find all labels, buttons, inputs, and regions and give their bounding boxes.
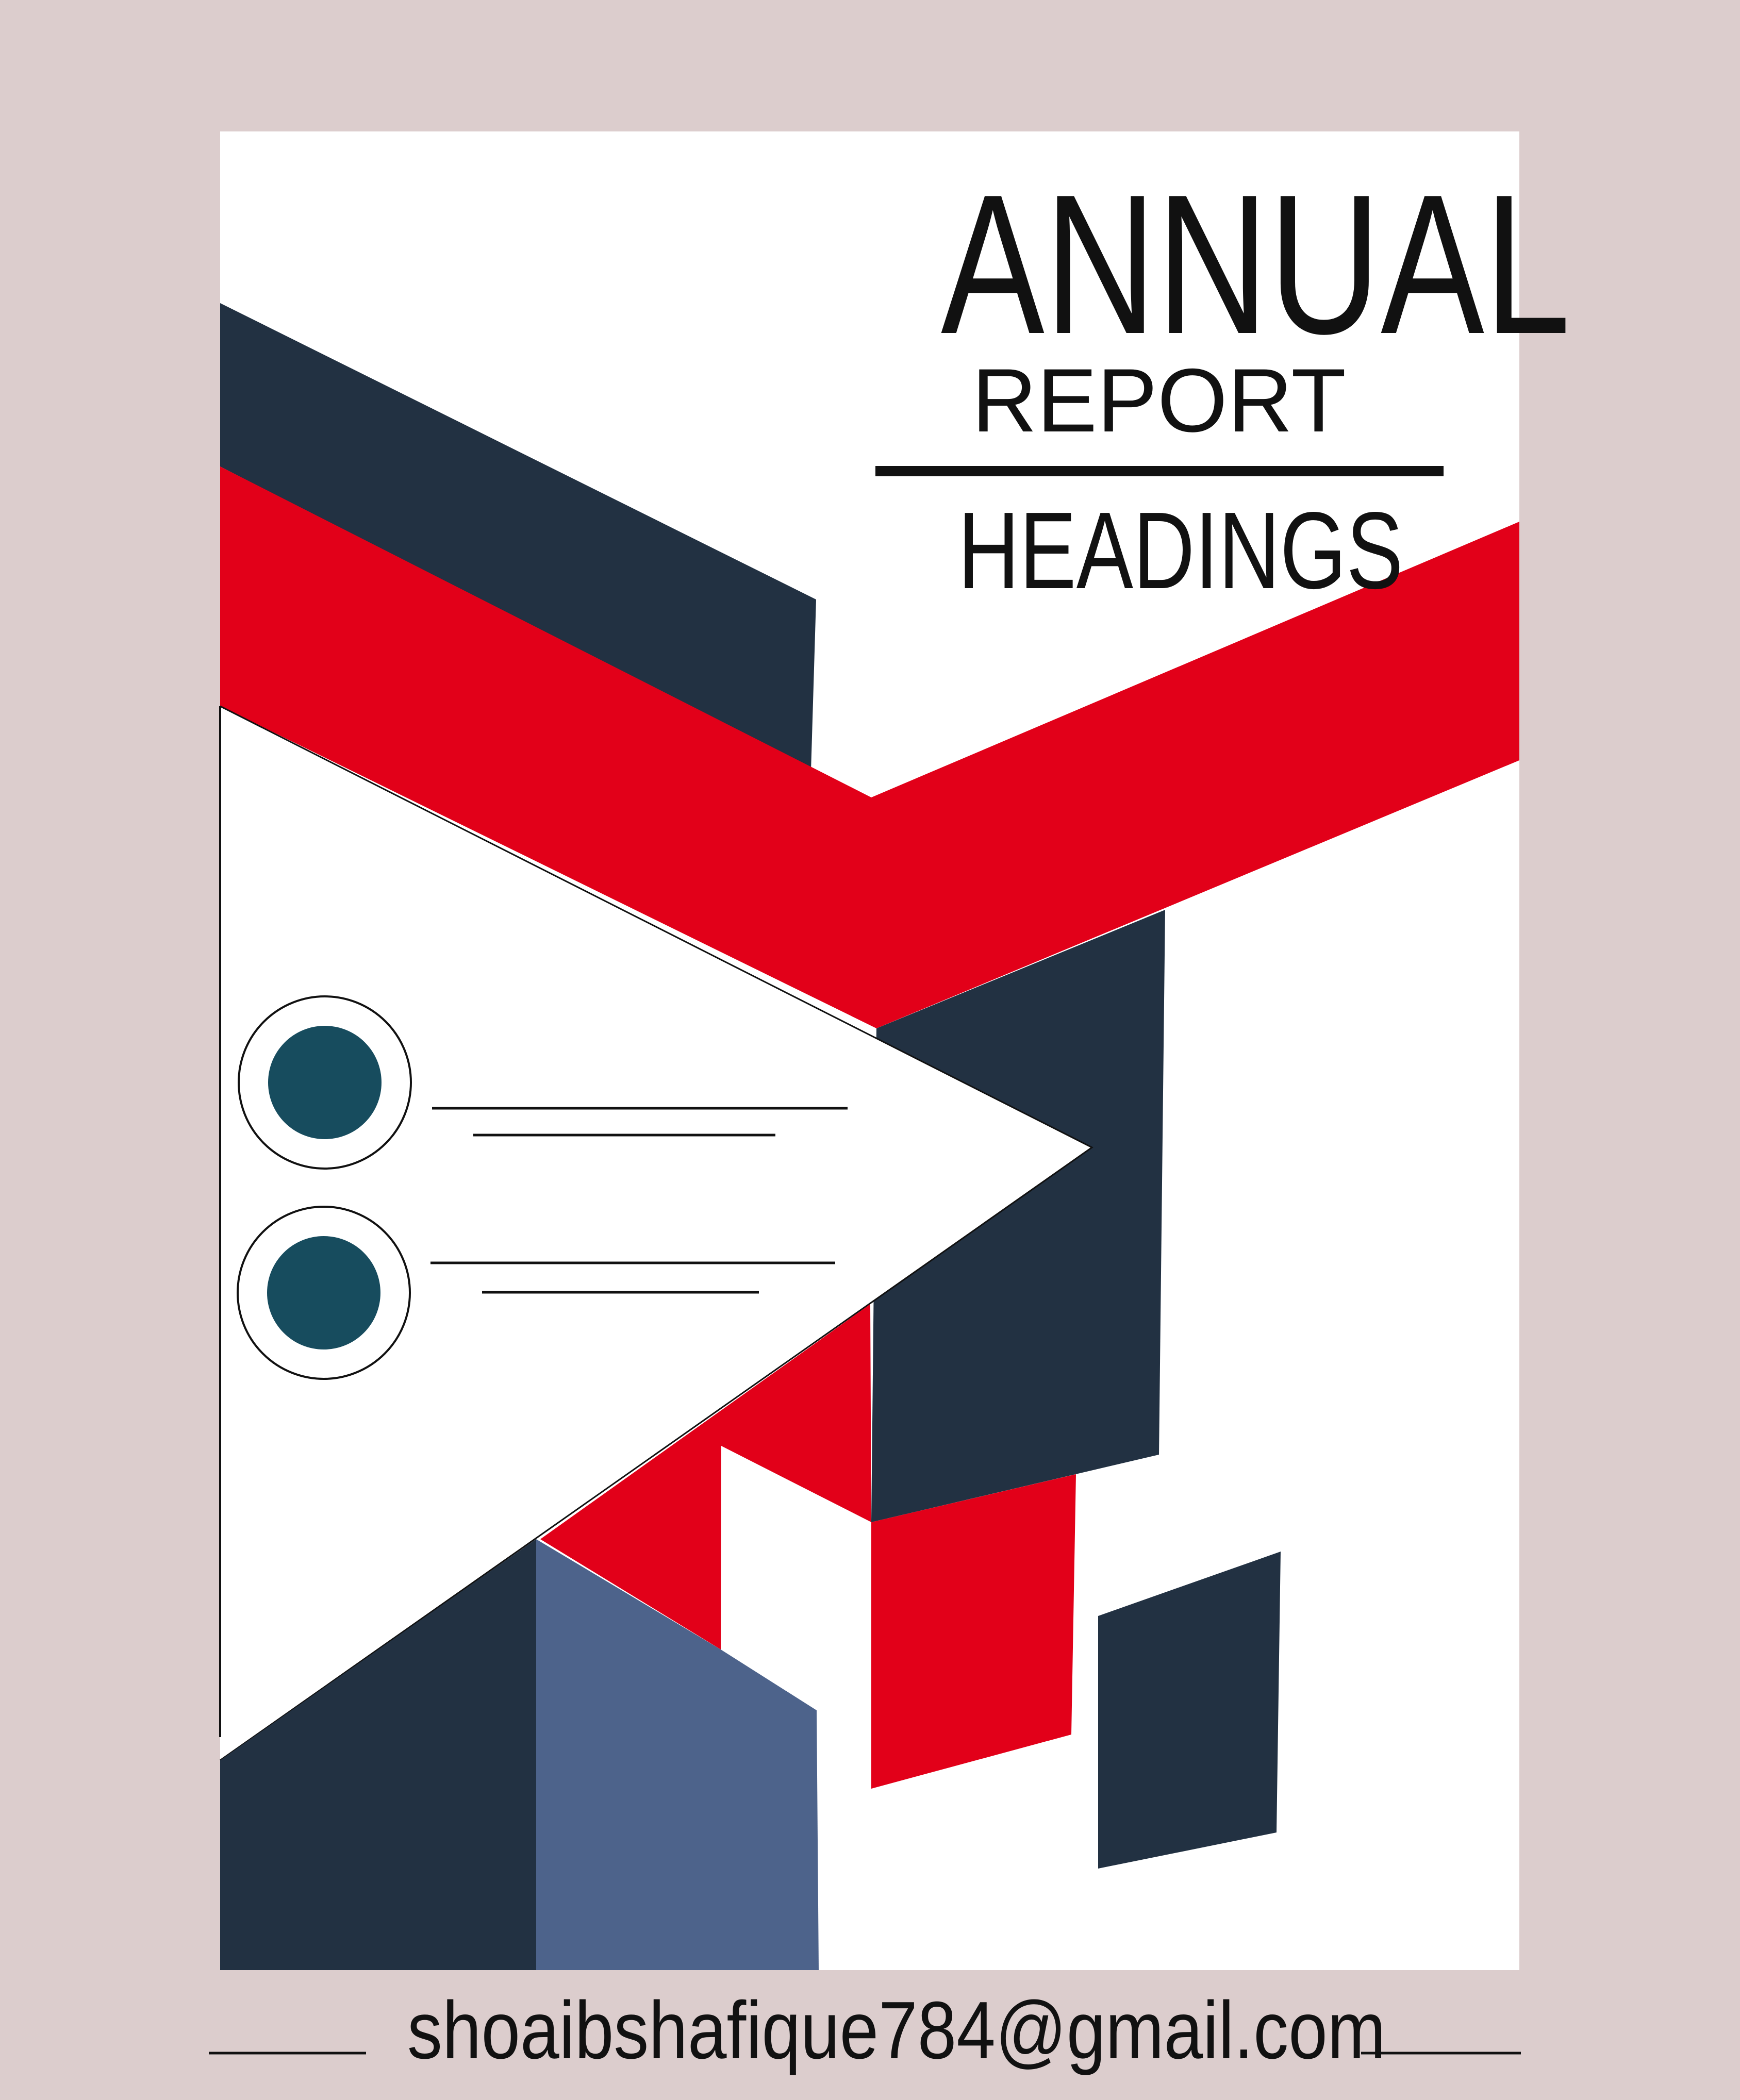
- bullet-dot: [267, 1236, 380, 1349]
- red-piece-lower-mid: [871, 1474, 1076, 1789]
- title-divider: [875, 466, 1444, 476]
- bullet-dot: [268, 1026, 382, 1139]
- title-annual: ANNUAL: [941, 153, 1571, 375]
- subtitle-report: REPORT: [972, 351, 1347, 451]
- section-headings: HEADINGS: [958, 489, 1403, 611]
- contact-email: shoaibshafique784@gmail.com: [407, 1985, 1386, 2076]
